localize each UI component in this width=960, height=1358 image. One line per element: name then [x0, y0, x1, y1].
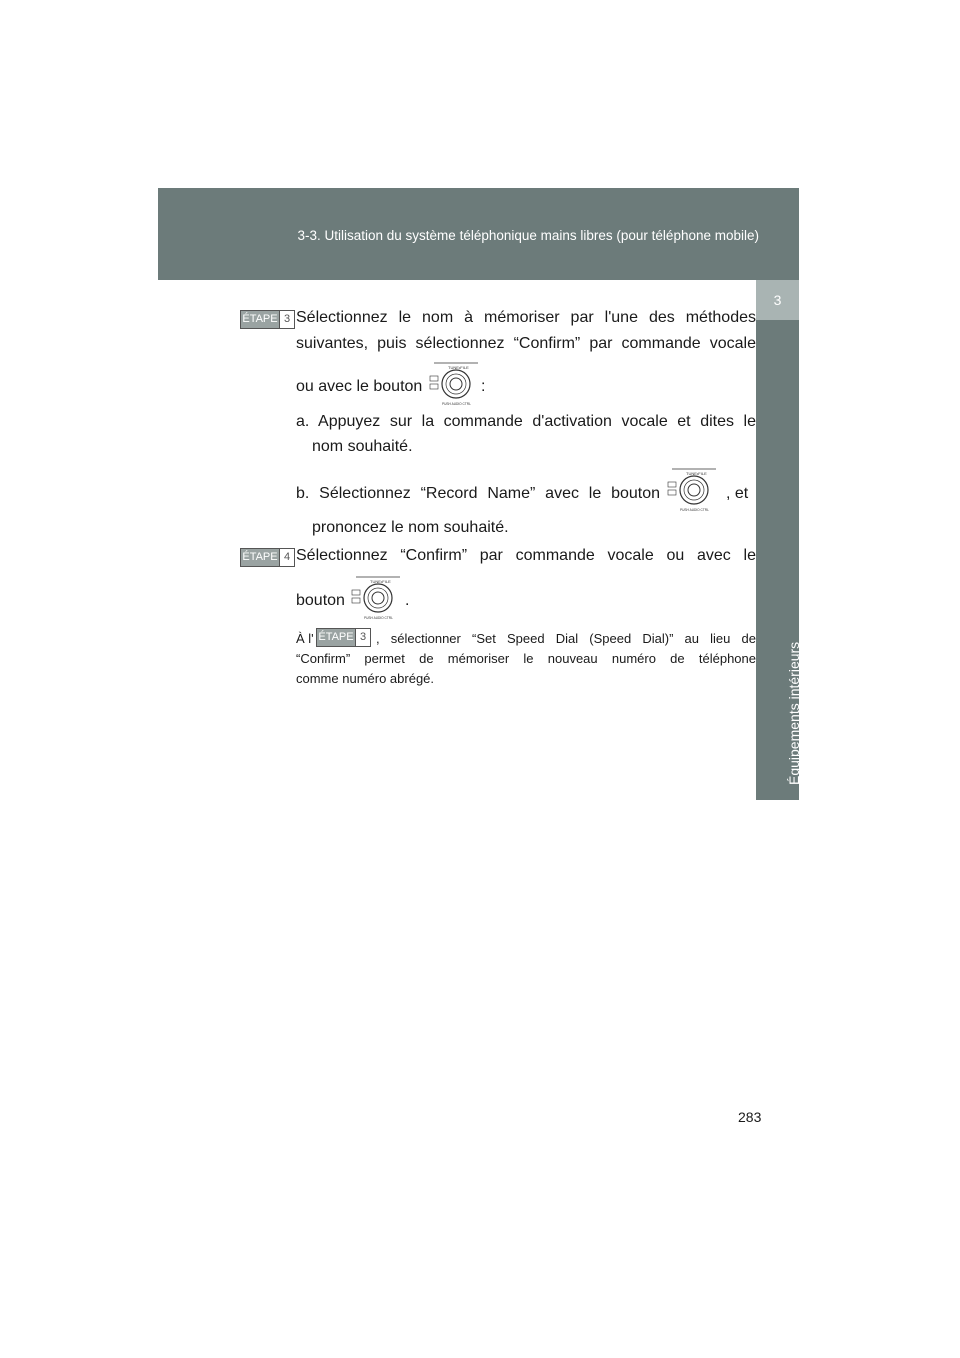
tune-file-knob-icon: [428, 360, 478, 410]
option-a-line2: nom souhaité.: [312, 438, 413, 455]
step-number: 3: [355, 629, 370, 646]
option-a-line1: a. Appuyez sur la commande d'activation vocale et dites le: [296, 413, 756, 430]
chapter-number: 3: [773, 292, 782, 308]
note-line1-start: À l': [296, 631, 314, 646]
option-b-line1-end: , et: [726, 485, 749, 502]
step3-line3-text: ou avec le bouton: [296, 378, 423, 395]
step-badge-3-inline: [316, 628, 371, 647]
step3-line1: Sélectionnez le nom à mémoriser par l'une des méthodes: [296, 309, 756, 326]
page-number: 283: [738, 1109, 762, 1125]
note-line2: “Confirm” permet de mémoriser le nouveau numéro de téléphone: [296, 651, 756, 666]
step-badge-3: [240, 310, 295, 329]
option-b-line1-text: b. Sélectionnez “Record Name” avec le bouton: [296, 485, 660, 502]
step4-line1: Sélectionnez “Confirm” par commande vocale ou avec le: [296, 547, 756, 564]
knob-bottom-label: PUSH AUDIO CTRL: [442, 402, 471, 406]
step3-line3-colon: :: [481, 378, 486, 395]
note-line1-rest: , sélectionner “Set Speed Dial (Speed Dial)” au lieu de: [376, 631, 756, 646]
step-badge-4: [240, 548, 295, 567]
step4-line2-period: .: [405, 592, 410, 609]
step-word: ÉTAPE: [241, 549, 279, 566]
knob-top-label: TUNE•FILE: [370, 579, 391, 584]
knob-bottom-label: PUSH AUDIO CTRL: [680, 508, 709, 512]
knob-top-label: TUNE•FILE: [686, 471, 707, 476]
option-b-line2: prononcez le nom souhaité.: [312, 519, 509, 536]
knob-top-label: TUNE•FILE: [448, 365, 469, 370]
note-line3: comme numéro abrégé.: [296, 671, 435, 686]
tune-file-knob-icon: [666, 466, 716, 516]
chapter-label: Équipements intérieurs: [786, 641, 802, 785]
chapter-side-tab: [756, 280, 802, 800]
step3-line2: suivantes, puis sélectionnez “Confirm” par commande vocale: [296, 335, 756, 352]
section-title: 3-3. Utilisation du système téléphonique mains libres (pour téléphone mobile): [297, 228, 759, 243]
chapter-number-box: [756, 280, 799, 320]
tune-file-knob-icon: [350, 574, 400, 624]
step-word: ÉTAPE: [317, 629, 355, 646]
step-number: 4: [279, 549, 294, 566]
step-number: 3: [279, 311, 294, 328]
knob-bottom-label: PUSH AUDIO CTRL: [364, 616, 393, 620]
step4-line2-text: bouton: [296, 592, 345, 609]
step-word: ÉTAPE: [241, 311, 279, 328]
chapter-header: [158, 188, 799, 280]
